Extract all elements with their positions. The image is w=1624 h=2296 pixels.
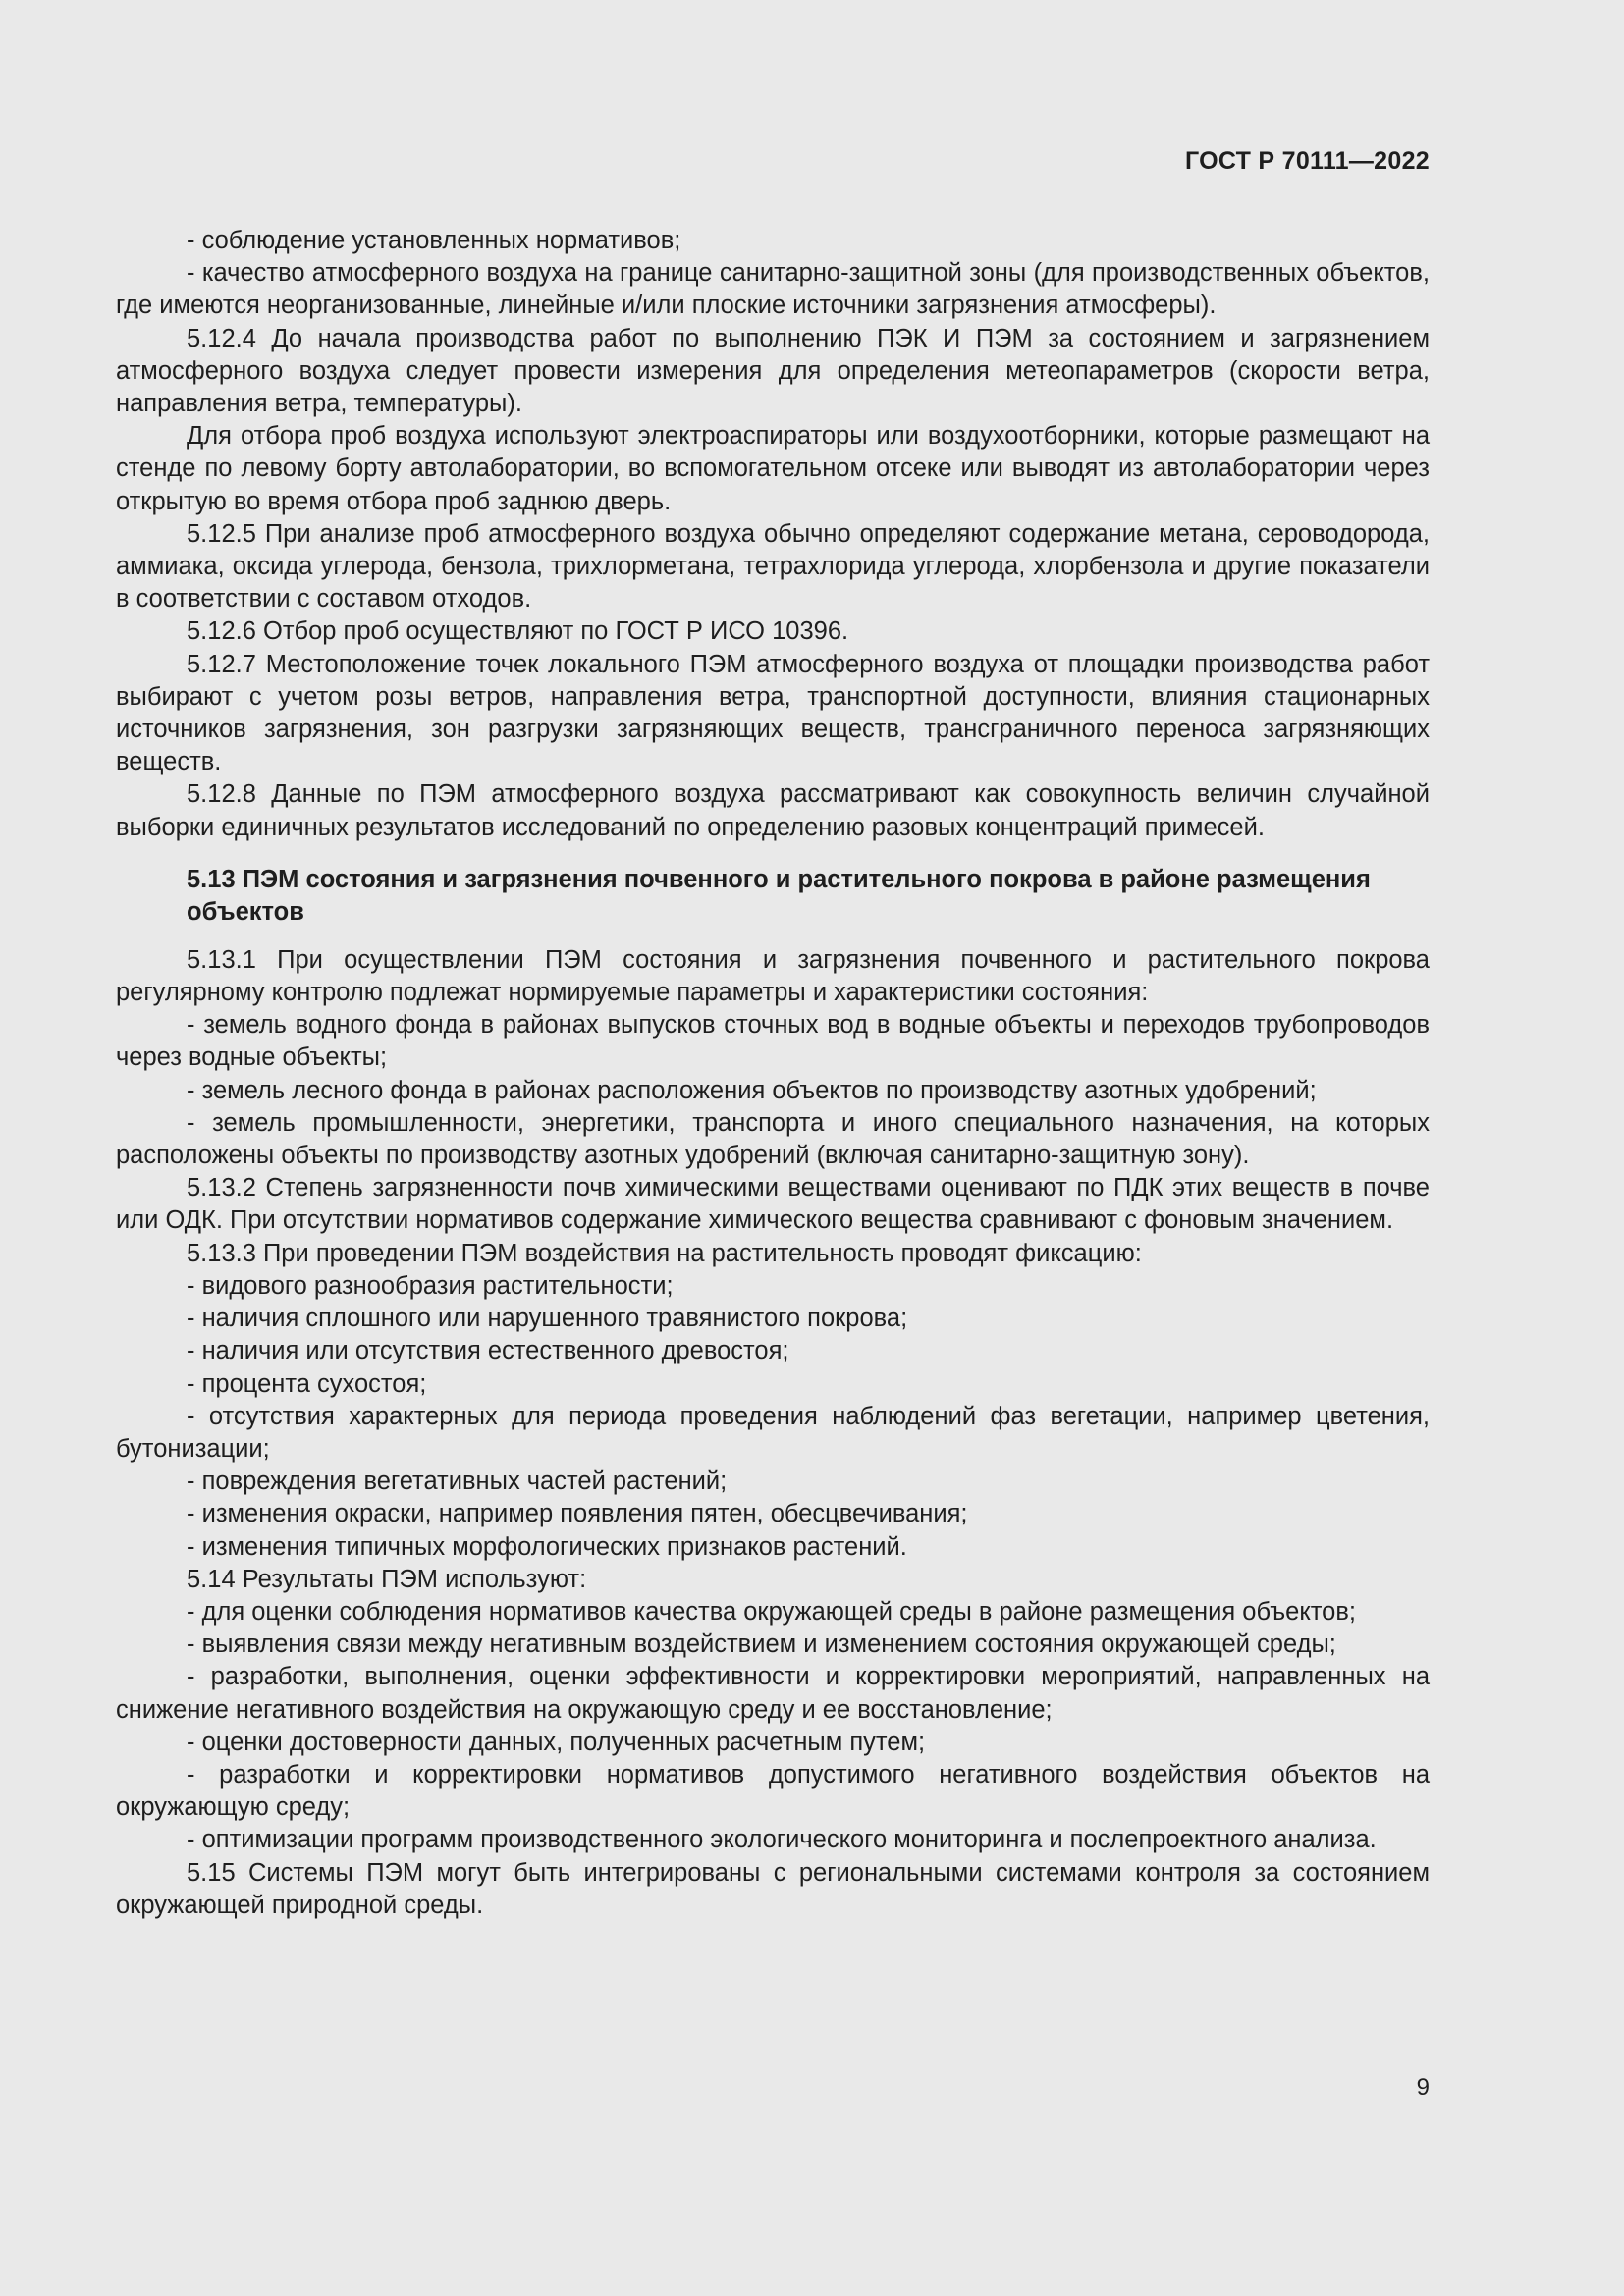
paragraph: 5.12.4 До начала производства работ по выполнению ПЭК И ПЭМ за состоянием и загрязнением атмосферного воздуха следует провести измерения для определения метеопараметров (скорости ветра, направления ветра, температуры).: [116, 324, 1430, 418]
list-item: - разработки и корректировки нормативов допустимого негативного воздействия объектов на окружающую среду;: [116, 1760, 1430, 1822]
list-item: - изменения окраски, например появления пятен, обесцвечивания;: [187, 1500, 968, 1528]
section-heading: 5.13 ПЭМ состояния и загрязнения почвенного и растительного покрова в районе размещения объектов: [187, 865, 1371, 926]
paragraph: 5.12.6 Отбор проб осуществляют по ГОСТ Р ИСО 10396.: [187, 617, 849, 646]
list-item: - изменения типичных морфологических признаков растений.: [187, 1532, 907, 1561]
paragraph: 5.15 Системы ПЭМ могут быть интегрированы с региональными системами контроля за состоянием окружающей природной среды.: [116, 1858, 1430, 1919]
list-item: - земель промышленности, энергетики, транспорта и иного специального назначения, на которых расположены объекты по производству азотных удобрений (включая санитарно-защитную зону).: [116, 1108, 1430, 1170]
list-item: - наличия сплошного или нарушенного травянистого покрова;: [187, 1305, 908, 1333]
paragraph: 5.12.7 Местоположение точек локального ПЭМ атмосферного воздуха от площадки производства работ выбирают с учетом розы ветров, направления ветра, транспортной доступности, влияния стационарных источников загрязнения, зон разгрузки загрязняющих веществ, трансграничного переноса загрязняющих веществ.: [116, 650, 1430, 776]
paragraph: 5.14 Результаты ПЭМ используют:: [187, 1565, 587, 1593]
list-item: - качество атмосферного воздуха на границе санитарно-защитной зоны (для производственных объектов, где имеются неорганизованные, линейные и/или плоские источники загрязнения атмосферы).: [116, 259, 1430, 320]
paragraph: 5.12.5 При анализе проб атмосферного воздуха обычно определяют содержание метана, сероводорода, аммиака, оксида углерода, бензола, трихлорметана, тетрахлорида углерода, хлорбензола и другие показатели в соответствии с составом отходов.: [116, 519, 1430, 614]
paragraph: 5.13.2 Степень загрязненности почв химическими веществами оценивают по ПДК этих веществ в почве или ОДК. При отсутствии нормативов содержание химического вещества сравнивают с фоновым значением.: [116, 1174, 1430, 1235]
list-item: - повреждения вегетативных частей растений;: [187, 1468, 728, 1496]
list-item: - процента сухостоя;: [187, 1369, 427, 1398]
list-item: - соблюдение установленных нормативов;: [187, 227, 681, 254]
list-item: - наличия или отсутствия естественного древостоя;: [187, 1337, 789, 1365]
paragraph: 5.13.1 При осуществлении ПЭМ состояния и загрязнения почвенного и растительного покрова регулярному контролю подлежат нормируемые параметры и характеристики состояния:: [116, 945, 1430, 1007]
page-number: 9: [1416, 2074, 1430, 2101]
paragraph: 5.13.3 При проведении ПЭМ воздействия на растительность проводят фиксацию:: [187, 1239, 1142, 1267]
list-item: - разработки, выполнения, оценки эффективности и корректировки мероприятий, направленных на снижение негативного воздействия на окружающую среду и ее восстановление;: [116, 1663, 1430, 1724]
list-item: - оценки достоверности данных, полученных расчетным путем;: [187, 1728, 926, 1756]
list-item: - отсутствия характерных для периода проведения наблюдений фаз вегетации, например цветения, бутонизации;: [116, 1402, 1430, 1463]
document-body: [116, 225, 1430, 1922]
list-item: - видового разнообразия растительности;: [187, 1271, 674, 1300]
list-item: - для оценки соблюдения нормативов качества окружающей среды в районе размещения объектов;: [187, 1597, 1356, 1626]
paragraph: 5.12.8 Данные по ПЭМ атмосферного воздуха рассматривают как совокупность величин случайной выборки единичных результатов исследований по определению разовых концентраций примесей.: [116, 780, 1430, 841]
list-item: - оптимизации программ производственного экологического мониторинга и послепроектного анализа.: [187, 1826, 1377, 1854]
list-item: - выявления связи между негативным воздействием и изменением состояния окружающей среды;: [187, 1630, 1336, 1659]
document-id-header: ГОСТ Р 70111—2022: [1184, 147, 1430, 175]
list-item: - земель лесного фонда в районах расположения объектов по производству азотных удобрений;: [187, 1076, 1317, 1104]
list-item: - земель водного фонда в районах выпусков сточных вод в водные объекты и переходов трубопроводов через водные объекты;: [116, 1011, 1430, 1072]
paragraph: Для отбора проб воздуха используют электроаспираторы или воздухоотборники, которые размещают на стенде по левому борту автолаборатории, во вспомогательном отсеке или выводят из автолаборатории через открытую во время отбора проб заднюю дверь.: [116, 422, 1430, 515]
